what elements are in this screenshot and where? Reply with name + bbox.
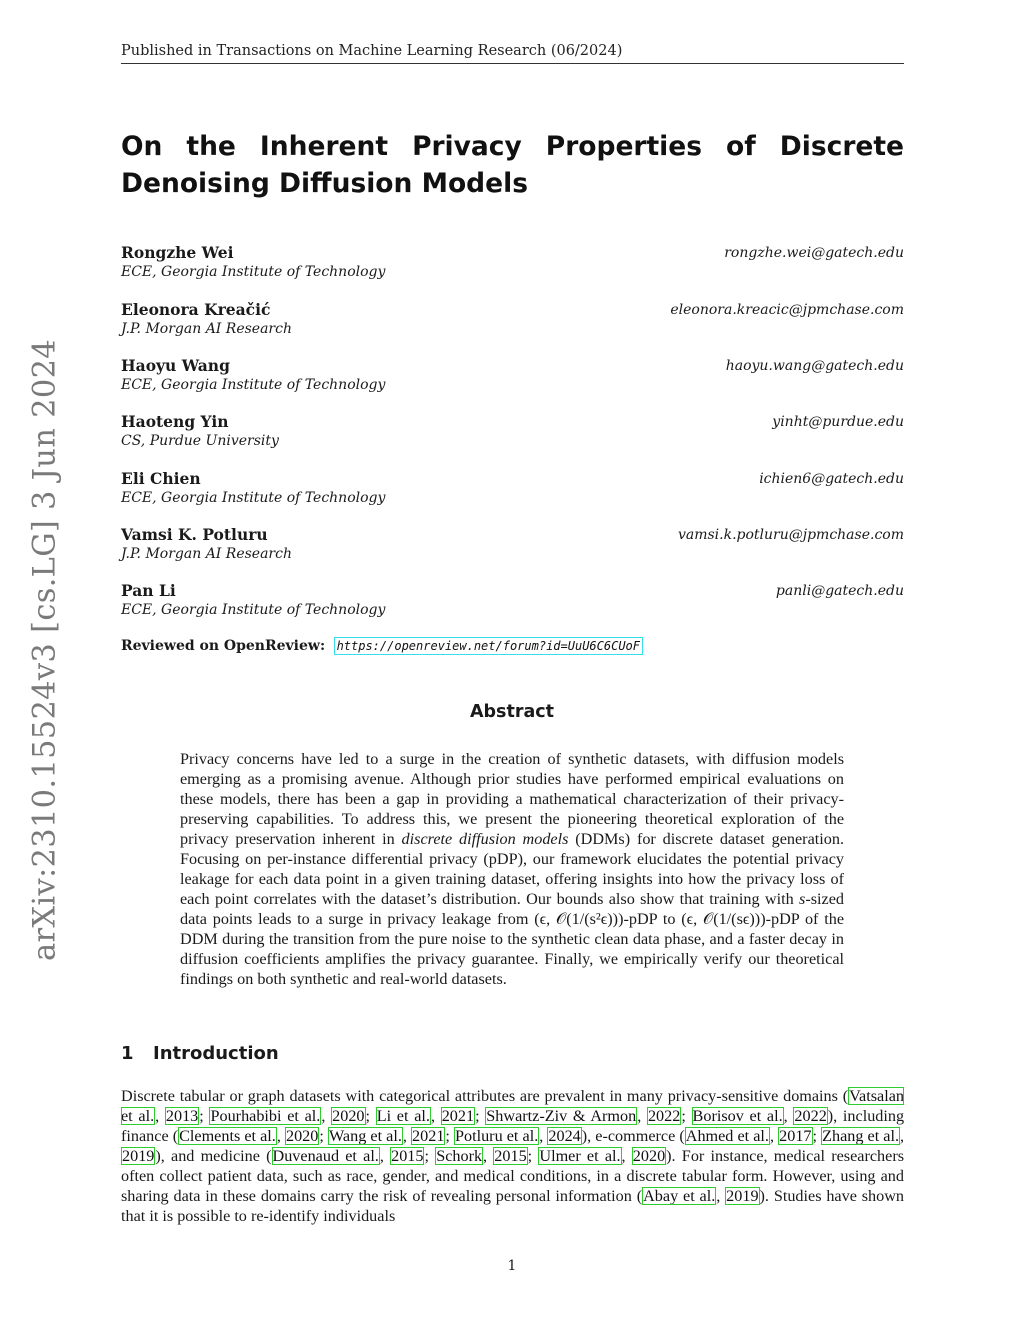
section-number: 1 <box>121 1043 134 1064</box>
author-affiliation: ECE, Georgia Institute of Technology <box>121 264 386 280</box>
page-number: 1 <box>507 1258 517 1274</box>
citation-link[interactable]: Clements et al. <box>179 1127 276 1145</box>
intro-text-run: ; <box>424 1147 436 1165</box>
abstract-text-run: Privacy concerns have led to a surge in the creation of synthetic datasets, with diffusion models emerging as a promising avenue. Although prior studies have performed empirical evaluations on these models, there has been a gap in providing a mathematical characterization of their privacy-preserving capabilities. To address this, we present the pioneering theoretical exploration of the privacy preservation inherent in <box>180 750 844 848</box>
citation-link[interactable]: 2024 <box>548 1127 581 1145</box>
author-name: Vamsi K. Potluru <box>121 525 268 544</box>
citation-link[interactable]: 2019 <box>122 1147 155 1165</box>
author-affiliation: ECE, Georgia Institute of Technology <box>121 490 386 506</box>
section-heading <box>121 1043 279 1064</box>
intro-paragraph: Discrete tabular or graph datasets with categorical attributes are prevalent in many privacy-sensitive domains (Vatsalan et al., 2013; Pourhabibi et al., 2020; Li et al., 2021; Shwartz-Ziv & Armon, 2022; Borisov et al., 2022), including finance (Clements et al., 2020; Wang et al., 2021; Potluru et al., 2024), e-commerce (Ahmed et al., 2017; Zhang et al., 2019), and medicine (Duvenaud et al., 2015; Schork, 2015; Ulmer et al., 2020). For instance, medical researchers often collect patient data, such as race, gender, and medical conditions, in a discrete tabular form. However, using and sharing data in these domains carry the risk of revealing personal information (Abay et al., 2019). Studies have shown that it is possible to re-identify individuals <box>121 1087 905 1225</box>
intro-text-run: Discrete tabular or graph datasets with categorical attributes are prevalent in many privacy-sensitive domains ( <box>121 1087 849 1105</box>
author-email: vamsi.k.potluru@jpmchase.com <box>677 527 904 543</box>
author-email: haoyu.wang@gatech.edu <box>725 358 904 374</box>
citation-link[interactable]: Ahmed et al. <box>685 1127 769 1145</box>
abstract-math: (ϵ, 𝒪(1/(sϵ))) <box>681 910 766 928</box>
intro-text-run: ; <box>319 1127 328 1145</box>
intro-text-run: ; <box>199 1107 210 1125</box>
citation-link[interactable]: 2017 <box>779 1127 812 1145</box>
intro-text-run: ; <box>527 1147 539 1165</box>
citation-link[interactable]: 2015 <box>391 1147 424 1165</box>
abstract-text <box>180 749 844 989</box>
citation-link[interactable]: Ulmer et al. <box>539 1147 621 1165</box>
citation-link[interactable]: 2022 <box>647 1107 681 1125</box>
citation-link[interactable]: Schork <box>436 1147 483 1165</box>
author-affiliation: CS, Purdue University <box>121 433 279 449</box>
author-name: Rongzhe Wei <box>121 243 234 262</box>
author-email: rongzhe.wei@gatech.edu <box>724 245 904 261</box>
author-email: eleonora.kreacic@jpmchase.com <box>670 302 904 318</box>
citation-link[interactable]: Duvenaud et al. <box>272 1147 379 1165</box>
author-affiliation: J.P. Morgan AI Research <box>121 321 292 337</box>
citation-link[interactable]: Li et al. <box>376 1107 430 1125</box>
abstract-text-run: (DDMs) for discrete dataset generation. Focusing on per-instance differential privacy (pDP), our framework elucidates the potential privacy leakage for each data point in a given training dataset, offering insights into how the privacy loss of each point correlates with the dataset’s distribution. Our bounds also show that training with <box>180 830 844 908</box>
author-name: Haoyu Wang <box>121 356 230 375</box>
citation-link[interactable]: 2020 <box>632 1147 666 1165</box>
citation-link[interactable]: Shwartz-Ziv & Armon <box>486 1107 637 1125</box>
intro-text-run: ; <box>812 1127 822 1145</box>
author-block <box>121 525 904 565</box>
intro-text-run: ; <box>475 1107 486 1125</box>
author-block <box>121 356 904 396</box>
author-affiliation: J.P. Morgan AI Research <box>121 546 292 562</box>
author-email: ichien6@gatech.edu <box>759 471 904 487</box>
citation-link[interactable]: Potluru et al. <box>455 1127 539 1145</box>
intro-text-run: ; <box>681 1107 692 1125</box>
author-name: Haoteng Yin <box>121 412 229 431</box>
author-name: Eli Chien <box>121 469 201 488</box>
intro-text-run: ), including finance ( <box>121 1107 905 1145</box>
abstract-text-run: -pDP of the DDM during the transition from the pure noise to the synthetic clean data phase, and a faster decay in diffusion coefficients amplifies the privacy guarantee. Finally, we empirically verify our theoretical findings on both synthetic and real-world datasets. <box>180 910 845 988</box>
abstract-emphasis: discrete diffusion models <box>401 830 569 848</box>
running-header: Published in Transactions on Machine Learning Research (06/2024) <box>121 43 904 64</box>
author-affiliation: ECE, Georgia Institute of Technology <box>121 377 386 393</box>
intro-text-run: ; <box>445 1127 454 1145</box>
citation-link[interactable]: Borisov et al. <box>692 1107 783 1125</box>
citation-link[interactable]: 2015 <box>494 1147 527 1165</box>
citation-link[interactable]: 2013 <box>165 1107 199 1125</box>
citation-link[interactable]: Pourhabibi et al. <box>210 1107 321 1125</box>
intro-text-run: ). Studies have shown that it is possible to re-identify individuals <box>121 1187 905 1225</box>
author-name: Eleonora Kreačić <box>121 300 271 319</box>
intro-text-run: ), e-commerce ( <box>581 1127 685 1145</box>
citation-link[interactable]: 2022 <box>794 1107 827 1125</box>
paper-title: On the Inherent Privacy Properties of Discrete Denoising Diffusion Models <box>121 131 904 199</box>
citation-link[interactable]: 2019 <box>726 1187 759 1205</box>
author-email: yinht@purdue.edu <box>772 414 904 430</box>
citation-link[interactable]: Vatsalan et al. <box>121 1087 904 1125</box>
abstract-text-run: -sized data points leads to a surge in privacy leakage from <box>180 890 844 928</box>
openreview-line <box>121 637 643 655</box>
abstract-text-run: -pDP to <box>623 910 682 928</box>
author-block <box>121 412 904 452</box>
author-name: Pan Li <box>121 581 176 600</box>
abstract-emphasis: s <box>799 890 806 908</box>
intro-text-run: ). For instance, medical researchers often collect patient data, such as race, gender, and medical conditions, in a discrete tabular form. However, using and sharing data in these domains carry the risk of revealing personal information ( <box>121 1147 905 1205</box>
author-block <box>121 469 904 509</box>
citation-link[interactable]: Wang et al. <box>328 1127 402 1145</box>
citation-link[interactable]: 2020 <box>332 1107 365 1125</box>
openreview-link[interactable]: https://openreview.net/forum?id=UuU6C6CUoF <box>334 637 643 655</box>
author-block <box>121 243 904 283</box>
author-block <box>121 300 904 340</box>
openreview-label: Reviewed on OpenReview: <box>121 638 326 654</box>
citation-link[interactable]: 2021 <box>441 1107 475 1125</box>
arxiv-side-stamp <box>10 339 80 961</box>
author-block <box>121 581 904 621</box>
abstract-heading: Abstract <box>469 702 555 722</box>
author-affiliation: ECE, Georgia Institute of Technology <box>121 602 386 618</box>
intro-text-run: ), and medicine ( <box>155 1147 272 1165</box>
section-title: Introduction <box>153 1043 279 1064</box>
citation-link[interactable]: 2020 <box>285 1127 319 1145</box>
author-email: panli@gatech.edu <box>775 583 904 599</box>
abstract-math: (ϵ, 𝒪(1/(s²ϵ))) <box>534 910 624 928</box>
intro-text-run: ; <box>365 1107 376 1125</box>
citation-link[interactable]: Abay et al. <box>643 1187 716 1205</box>
citation-link[interactable]: Zhang et al. <box>822 1127 900 1145</box>
citation-link[interactable]: 2021 <box>412 1127 445 1145</box>
arxiv-stamp-text: arXiv:2310.15524v3 [cs.LG] 3 Jun 2024 <box>27 339 63 961</box>
